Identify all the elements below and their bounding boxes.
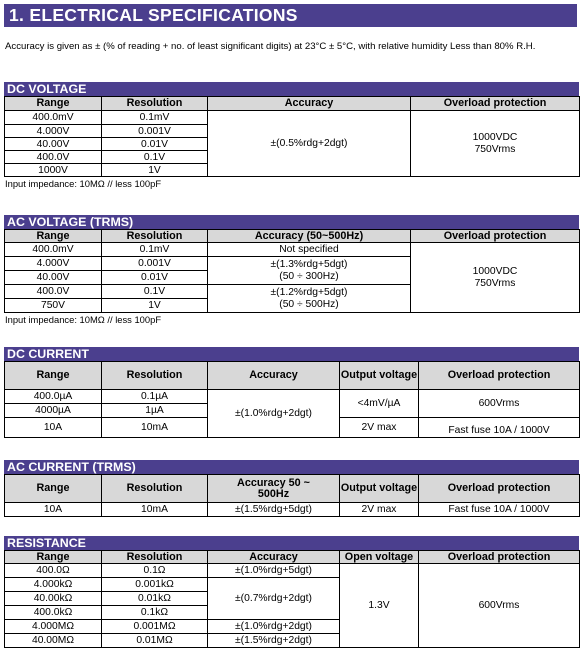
protection-cell: 600Vrms <box>419 390 580 418</box>
resolution-cell: 1V <box>102 164 208 177</box>
header-overload-protection: Overload protection <box>419 362 580 390</box>
range-cell: 400.0µA <box>5 390 102 404</box>
header-open-voltage: Open voltage <box>340 551 419 564</box>
header-range: Range <box>5 362 102 390</box>
table-header-row <box>5 230 580 243</box>
header-accuracy: Accuracy <box>208 551 340 564</box>
table-header-row <box>5 551 580 564</box>
accuracy-line: ±(1.2%rdg+5dgt) <box>270 286 348 298</box>
dc-current-section <box>4 347 579 438</box>
ac-voltage-section <box>4 215 579 325</box>
header-resolution: Resolution <box>102 551 208 564</box>
resistance-heading: RESISTANCE <box>4 536 579 550</box>
resolution-cell: 0.1kΩ <box>102 606 208 620</box>
table-header-row <box>5 362 580 390</box>
table-header-row <box>5 97 580 111</box>
resolution-cell: 0.1µA <box>102 390 208 404</box>
header-accuracy: Accuracy 50 ~ 500Hz <box>208 475 340 503</box>
accuracy-cell: Not specified <box>208 243 411 257</box>
range-cell: 4000µA <box>5 404 102 418</box>
header-overload-protection: Overload protection <box>411 230 580 243</box>
accuracy-line: (50 ÷ 500Hz) <box>279 298 339 310</box>
protection-cell <box>411 111 580 177</box>
header-accuracy: Accuracy (50~500Hz) <box>208 230 411 243</box>
ac-current-table <box>4 474 580 517</box>
resolution-cell: 0.01V <box>102 271 208 285</box>
header-resolution: Resolution <box>102 475 208 503</box>
accuracy-cell: ±(1.5%rdg+2dgt) <box>208 634 340 648</box>
open-voltage-cell: 1.3V <box>340 564 419 648</box>
resolution-cell: 0.001V <box>102 125 208 138</box>
protection-cell: Fast fuse 10A / 1000V <box>419 418 580 438</box>
dc-voltage-heading: DC VOLTAGE <box>4 82 579 96</box>
dc-voltage-section <box>4 82 579 189</box>
resolution-cell: 1V <box>102 299 208 313</box>
protection-cell: Fast fuse 10A / 1000V <box>419 503 580 517</box>
resistance-table <box>4 550 580 648</box>
protection-cell <box>411 243 580 313</box>
table-row <box>5 503 580 517</box>
resolution-cell: 0.01MΩ <box>102 634 208 648</box>
input-impedance-note: Input impedance: 10MΩ // less 100pF <box>5 314 162 325</box>
header-accuracy: Accuracy <box>208 97 411 111</box>
resolution-cell: 10mA <box>102 503 208 517</box>
accuracy-cell: ±(1.0%rdg+5dgt) <box>208 564 340 578</box>
header-overload-protection: Overload protection <box>411 97 580 111</box>
accuracy-cell: ±(1.5%rdg+5dgt) <box>208 503 340 517</box>
header-output-voltage: Output voltage <box>340 362 419 390</box>
output-voltage-cell: 2V max <box>340 503 419 517</box>
range-cell: 40.00V <box>5 138 102 151</box>
table-row <box>5 390 580 404</box>
header-range: Range <box>5 97 102 111</box>
ac-voltage-heading: AC VOLTAGE (TRMS) <box>4 215 579 229</box>
range-cell: 1000V <box>5 164 102 177</box>
table-row <box>5 564 580 578</box>
dc-current-heading: DC CURRENT <box>4 347 579 361</box>
accuracy-cell: ±(1.0%rdg+2dgt) <box>208 620 340 634</box>
ac-current-heading: AC CURRENT (TRMS) <box>4 460 579 474</box>
page-title: 1. ELECTRICAL SPECIFICATIONS <box>4 4 577 27</box>
range-cell: 40.00V <box>5 271 102 285</box>
resolution-cell: 0.1V <box>102 285 208 299</box>
table-header-row <box>5 475 580 503</box>
accuracy-cell <box>208 285 411 313</box>
header-resolution: Resolution <box>102 362 208 390</box>
resolution-cell: 0.001V <box>102 257 208 271</box>
protection-line: 750Vrms <box>474 143 516 155</box>
dc-voltage-table <box>4 96 580 177</box>
resolution-cell: 10mA <box>102 418 208 438</box>
header-range: Range <box>5 475 102 503</box>
range-cell: 40.00kΩ <box>5 592 102 606</box>
range-cell: 400.0Ω <box>5 564 102 578</box>
range-cell: 400.0V <box>5 285 102 299</box>
range-cell: 4.000kΩ <box>5 578 102 592</box>
resolution-cell: 0.001MΩ <box>102 620 208 634</box>
protection-cell: 600Vrms <box>419 564 580 648</box>
range-cell: 4.000V <box>5 257 102 271</box>
dc-current-table <box>4 361 580 438</box>
resolution-cell: 0.01kΩ <box>102 592 208 606</box>
accuracy-cell <box>208 257 411 285</box>
output-voltage-cell: 2V max <box>340 418 419 438</box>
resolution-cell: 0.1mV <box>102 111 208 125</box>
accuracy-cell: ±(0.7%rdg+2dgt) <box>208 578 340 620</box>
header-resolution: Resolution <box>102 230 208 243</box>
input-impedance-note: Input impedance: 10MΩ // less 100pF <box>5 178 162 189</box>
header-overload-protection: Overload protection <box>419 551 580 564</box>
table-row <box>5 111 580 125</box>
range-cell: 10A <box>5 418 102 438</box>
accuracy-line: ±(1.3%rdg+5dgt) <box>270 258 348 270</box>
resolution-cell: 0.1Ω <box>102 564 208 578</box>
resolution-cell: 0.1mV <box>102 243 208 257</box>
resolution-cell: 0.01V <box>102 138 208 151</box>
range-cell: 4.000MΩ <box>5 620 102 634</box>
resolution-cell: 0.1V <box>102 151 208 164</box>
range-cell: 400.0mV <box>5 243 102 257</box>
range-cell: 40.00MΩ <box>5 634 102 648</box>
header-range: Range <box>5 551 102 564</box>
accuracy-cell: ±(0.5%rdg+2dgt) <box>208 111 411 177</box>
range-cell: 750V <box>5 299 102 313</box>
header-resolution: Resolution <box>102 97 208 111</box>
accuracy-cell: ±(1.0%rdg+2dgt) <box>208 390 340 438</box>
header-range: Range <box>5 230 102 243</box>
table-row <box>5 243 580 257</box>
range-cell: 400.0V <box>5 151 102 164</box>
resistance-section <box>4 536 579 648</box>
protection-line: 1000VDC <box>472 131 518 143</box>
output-voltage-cell: <4mV/µA <box>340 390 419 418</box>
range-cell: 400.0mV <box>5 111 102 125</box>
resolution-cell: 1µA <box>102 404 208 418</box>
accuracy-line: (50 ÷ 300Hz) <box>279 270 339 282</box>
ac-current-section <box>4 460 579 517</box>
intro-text: Accuracy is given as ± (% of reading + no. of least significant digits) at 23°C ± 5°C, with relative humidity Less than 80% R.H. <box>5 41 536 52</box>
header-accuracy: Accuracy <box>208 362 340 390</box>
range-cell: 4.000V <box>5 125 102 138</box>
protection-line: 1000VDC <box>472 265 518 277</box>
header-output-voltage: Output voltage <box>340 475 419 503</box>
range-cell: 10A <box>5 503 102 517</box>
protection-line: 750Vrms <box>474 277 516 289</box>
ac-voltage-table <box>4 229 580 313</box>
range-cell: 400.0kΩ <box>5 606 102 620</box>
resolution-cell: 0.001kΩ <box>102 578 208 592</box>
header-overload-protection: Overload protection <box>419 475 580 503</box>
